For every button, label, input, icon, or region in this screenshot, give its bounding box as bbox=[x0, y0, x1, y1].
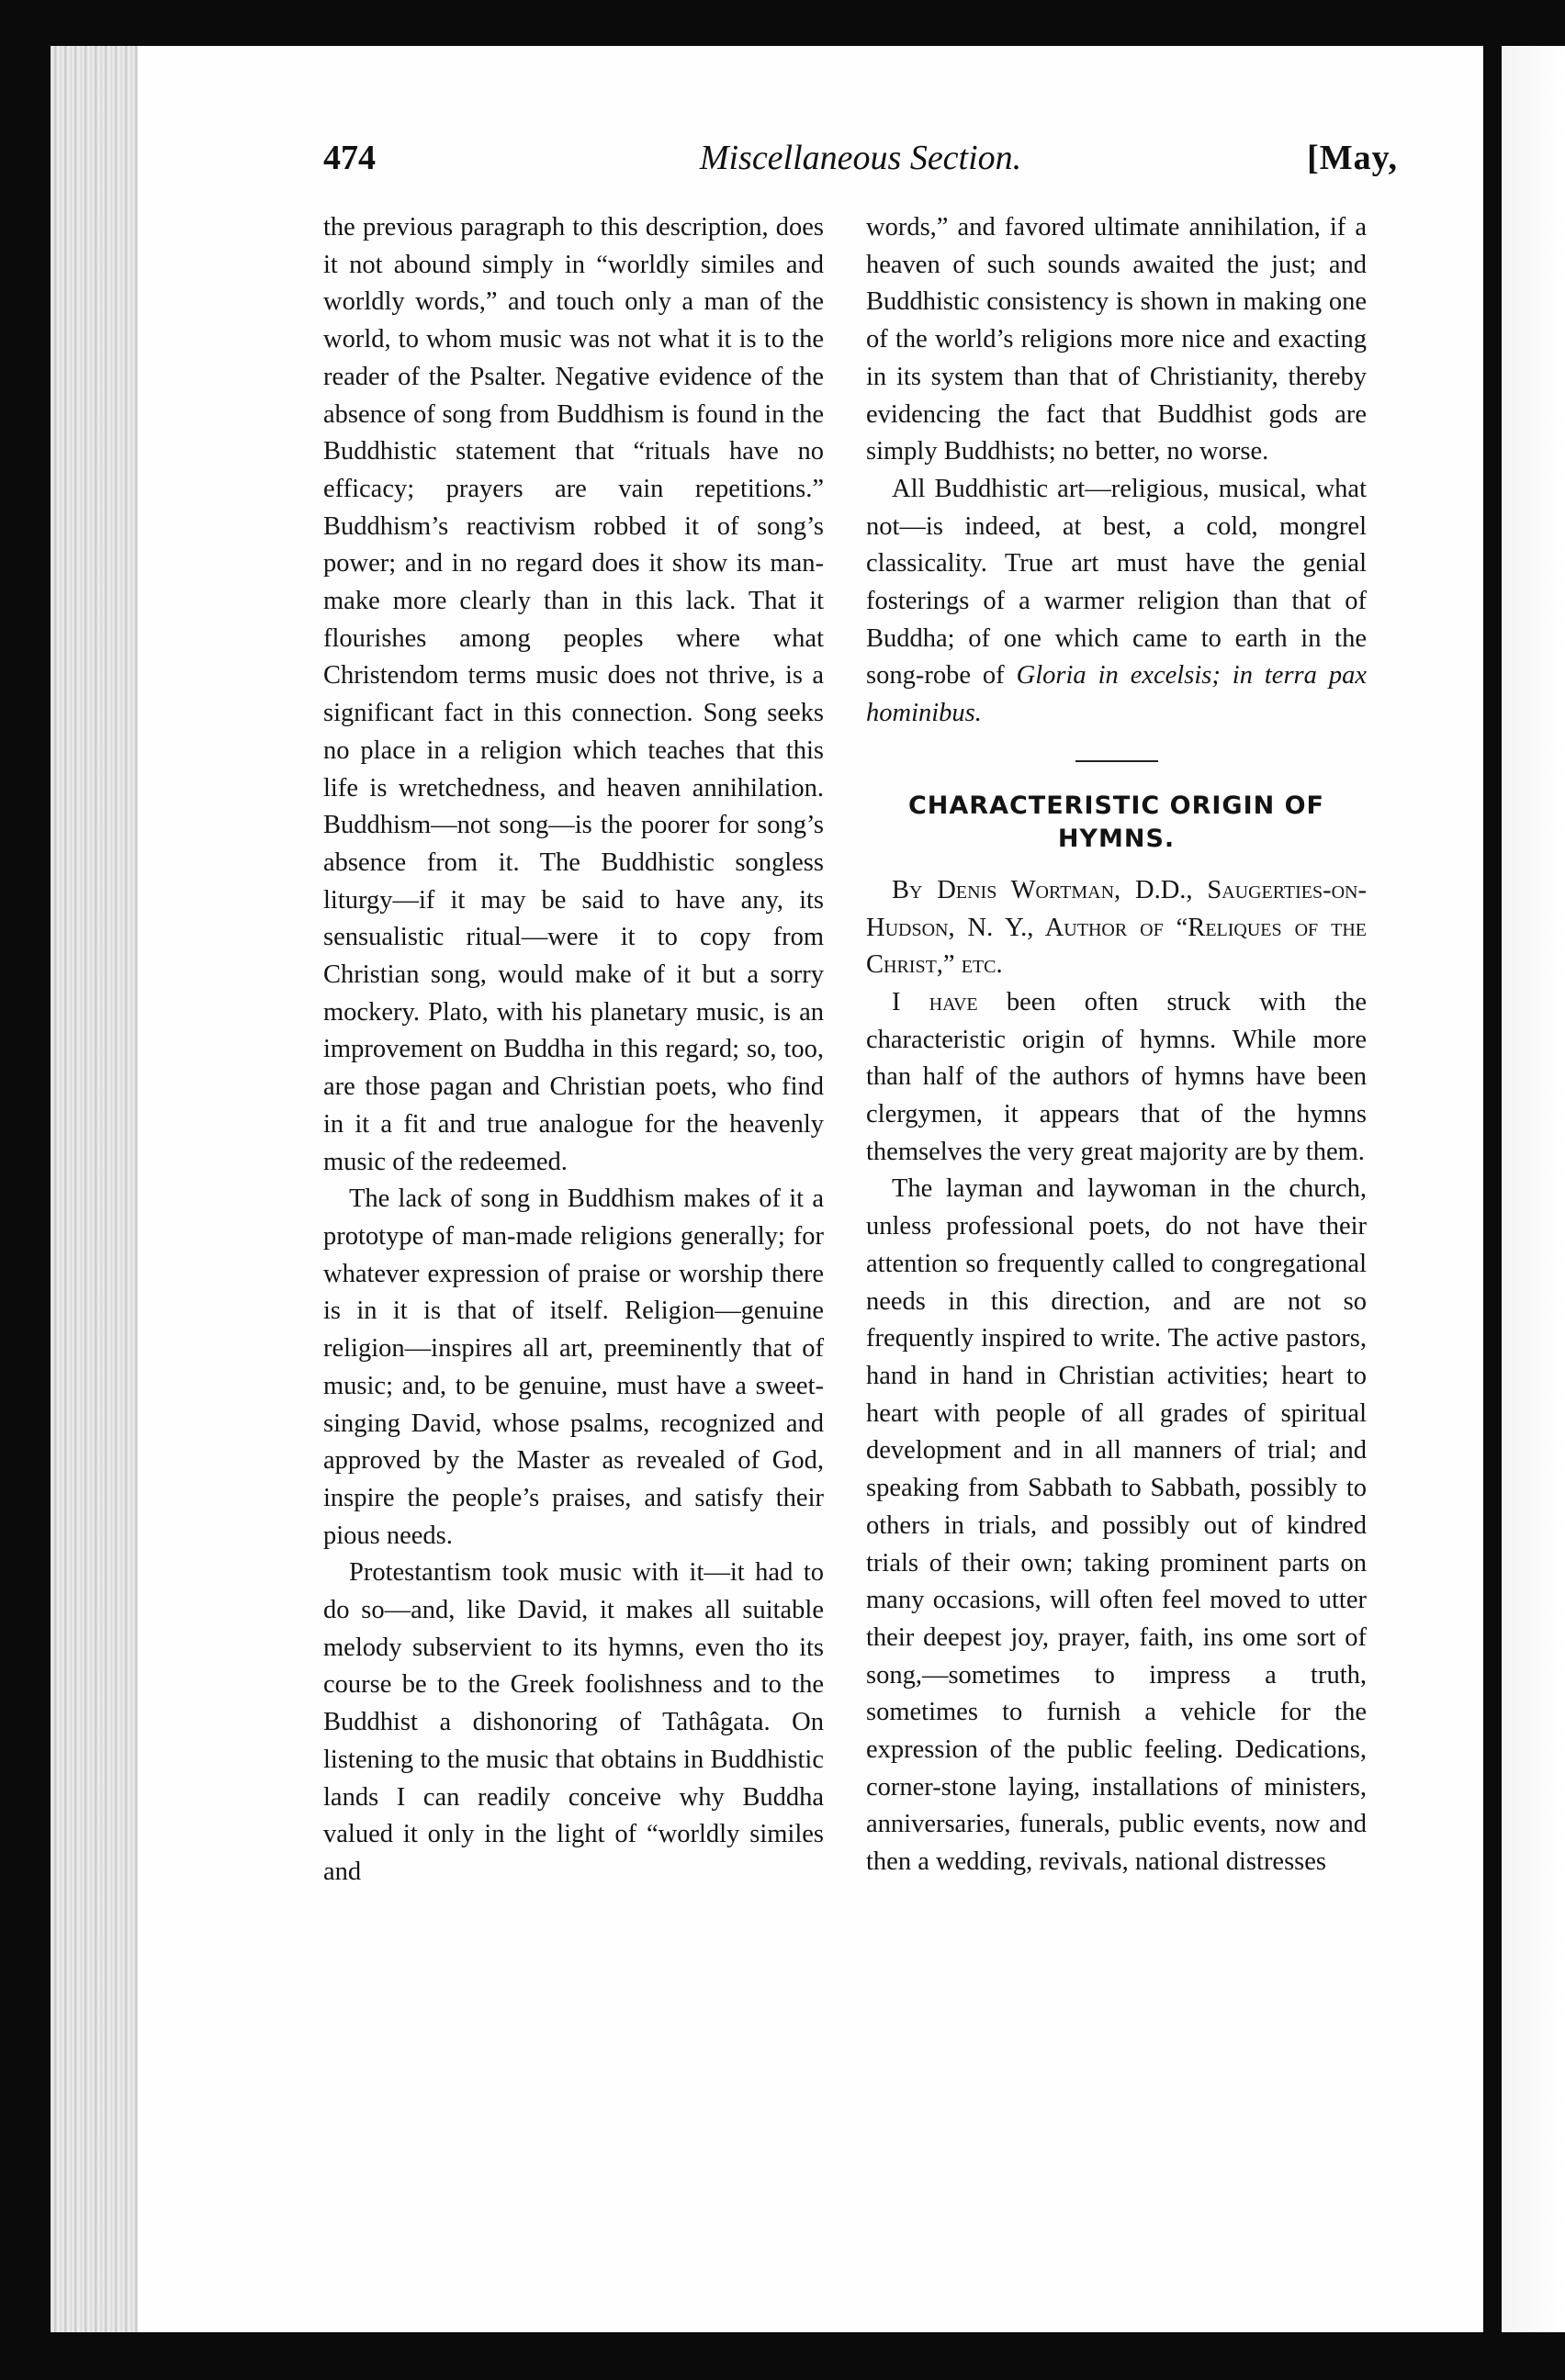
paragraph: The lack of song in Buddhism makes of it a prototype of man-made religions generally; for whatever expression of praise or worship there is in it is that of itself. Religion—genuine religion—inspires all art, preeminently that of music; and, to be genuine, must have a sweet-singing David, whose psalms, recognized and approved by the Master as revealed of God, inspire the people’s praises, and satisfy their pious needs. bbox=[323, 1184, 824, 1550]
paragraph-text: All Buddhistic art—religious, musical, what not—is indeed, at best, a cold, mongrel classicality. True art must have the genial fosterings of a warmer religion than that of Buddha; of one which came to earth in the song-robe of bbox=[866, 474, 1367, 690]
section-divider bbox=[1075, 760, 1158, 762]
article-title: CHARACTERISTIC ORIGIN OF HYMNS. bbox=[907, 791, 1325, 853]
paragraph-text: been often struck with the characteristic origin of hymns. While more than half of the authors of hymns have been clergymen, it appears that of the hymns themselves the very great majority are by them. bbox=[866, 987, 1367, 1166]
paragraph-lead-in: I have bbox=[892, 987, 978, 1016]
page-header bbox=[323, 138, 1398, 193]
paragraph: The layman and laywoman in the church, unless professional poets, do not have their attention so frequently called to congregational needs in this direction, and are not so frequently inspired to write. The active pastors, hand in hand in Christian activities; heart to heart with people of all grades of spiritual development and in all manners of trial; and speaking from Sabbath to Sabbath, possibly to others in trials, and possibly out of kindred trials of their own; taking prominent parts on many occasions, will often feel moved to utter their deepest joy, prayer, faith, ins ome sort of song,—sometimes to impress a truth, sometimes to furnish a vehicle for the expression of the public feeling. Dedications, corner-stone laying, installations of ministers, anniversaries, funerals, public events, now and then a wedding, revivals, national distresses bbox=[866, 1174, 1367, 1877]
left-column bbox=[323, 209, 824, 1892]
paragraph: Protestantism took music with it—it had to do so—and, like David, it makes all suitable melody subservient to its hymns, even tho its course be to the Greek foolishness and to the Buddhist a dishonoring of Tathâgata. On listening to the music that obtains in Buddhistic lands I can readily conceive why Buddha valued it only in the light of “worldly similes and bbox=[323, 1558, 824, 1886]
adjacent-page-edge bbox=[1483, 46, 1565, 2332]
running-head-month: [May, bbox=[1307, 139, 1398, 177]
paragraph bbox=[866, 471, 1367, 733]
paragraph bbox=[866, 984, 1367, 1172]
paragraph-continued: the previous paragraph to this description, does it not abound simply in “worldly similes and worldly words,” and touch only a man of the world, to whom music was not what it is to the reader of the Psalter. Negative evidence of the absence of song from Buddhism is found in the Buddhistic statement that “rituals have no efficacy; prayers are vain repetitions.” Buddhism’s reactivism robbed it of song’s power; and in no regard does it show its man-make more clearly than in this lack. That it flourishes among peoples where what Christendom terms music does not thrive, is a significant fact in this connection. Song seeks no place in a religion which teaches that this life is wretchedness, and heaven annihilation. Buddhism—not song—is the poorer for song’s absence from it. The Buddhistic songless liturgy—if it may be said to have any, its sensualistic ritual—were it to copy from Christian song, would make of it but a sorry mockery. Plato, with his planetary music, is an improvement on Buddha in this regard; so, too, are those pagan and Christian poets, who find in it a fit and true analogue for the heavenly music of the redeemed. bbox=[323, 213, 824, 1176]
article-byline: By Denis Wortman, D.D., Saugerties-on-Hudson, N. Y., Author of “Reliques of the Christ,” etc. bbox=[866, 875, 1367, 980]
running-head: Miscellaneous Section. bbox=[699, 139, 1022, 177]
paragraph-continued: words,” and favored ultimate annihilation, if a heaven of such sounds awaited the just; and Buddhistic consistency is shown in making one of the world’s religions more nice and exacting in its system than that of Christianity, thereby evidencing the fact that Buddhist gods are simply Buddhists; no better, no worse. bbox=[866, 213, 1367, 466]
right-column bbox=[866, 209, 1367, 1881]
latin-phrase: Gloria in excelsis; in terra pax hominibus. bbox=[866, 661, 1367, 728]
page-number: 474 bbox=[323, 139, 376, 177]
